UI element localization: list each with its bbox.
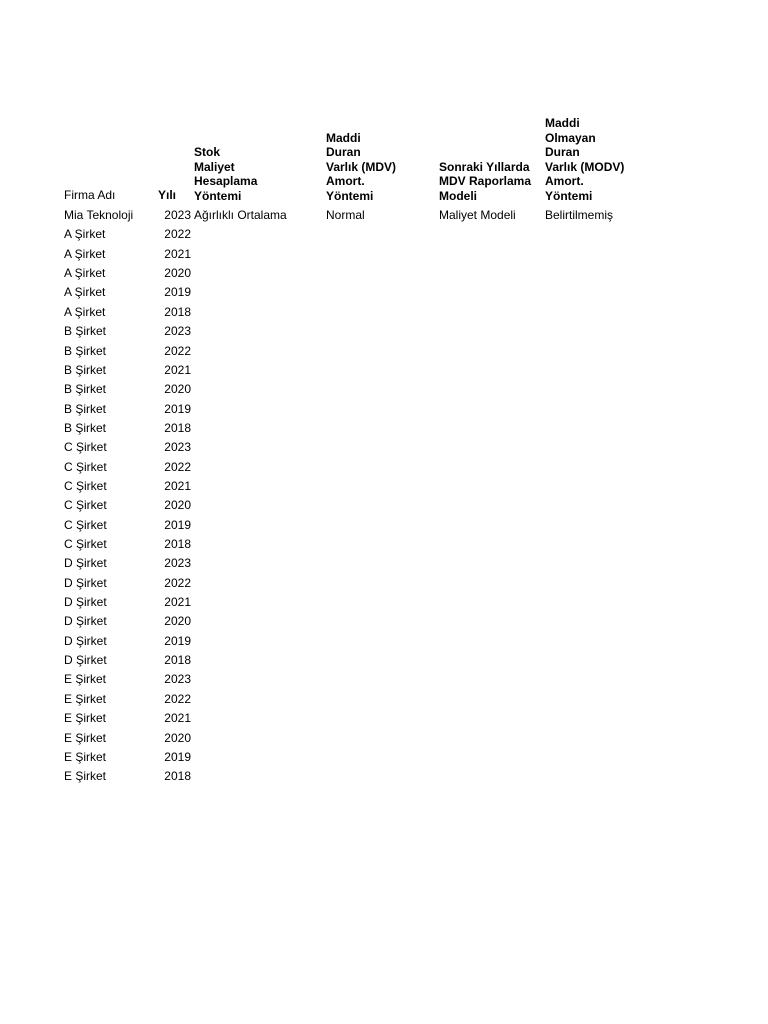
header-yili: Yılı [158,188,177,202]
cell-yili: 2022 [164,691,191,706]
cell-yili: 2018 [164,304,191,319]
header-mdv-amort: Maddi Duran Varlık (MDV) Amort. Yöntemi [326,130,397,203]
cell-yili: 2022 [164,343,191,358]
cell-yili: 2023 [164,208,191,222]
cell-firma-adi: C Şirket [64,440,107,455]
cell-firma-adi: D Şirket [64,575,107,590]
cell-firma-adi: D Şirket [64,653,107,667]
cell-stok-maliyet: Ağırlıklı Ortalama [194,208,287,222]
cell-firma-adi: E Şirket [64,769,107,784]
cell-firma-adi: B Şirket [64,382,107,397]
cell-firma-adi: Mia Teknoloji [64,208,134,222]
cell-firma-adi: A Şirket [64,304,106,319]
cell-modv-amort: Belirtilmemiş [545,208,614,222]
cell-yili: 2022 [164,575,191,590]
cell-yili: 2019 [164,749,191,764]
cell-yili: 2019 [164,285,191,300]
cell-firma-adi: A Şirket [64,227,106,242]
cell-yili: 2019 [164,517,191,532]
cell-mdv-raporlama: Maliyet Modeli [439,208,516,222]
header-modv-amort: Maddi Olmayan Duran Varlık (MODV) Amort. Yöntemi [545,116,625,203]
cell-yili: 2020 [164,614,191,629]
header-stok-maliyet: Stok Maliyet Hesaplama Yöntemi [194,145,258,203]
cell-yili: 2018 [164,653,191,667]
cell-yili: 2021 [164,711,191,726]
cell-yili: 2018 [164,769,191,784]
cell-yili: 2023 [164,556,191,571]
cell-yili: 2018 [164,537,191,551]
cell-firma-adi: C Şirket [64,478,107,493]
cell-yili: 2023 [164,672,191,687]
cell-firma-adi: B Şirket [64,343,107,358]
cell-yili: 2021 [164,362,191,377]
cell-yili: 2018 [164,420,191,435]
cell-firma-adi: A Şirket [64,246,106,261]
cell-firma-adi: E Şirket [64,730,107,745]
cell-mdv-amort: Normal [326,208,365,222]
cell-firma-adi: E Şirket [64,749,107,764]
cell-firma-adi: D Şirket [64,614,107,629]
cell-firma-adi: C Şirket [64,517,107,532]
header-mdv-raporlama: Sonraki Yıllarda MDV Raporlama Modeli [439,159,532,203]
cell-yili: 2020 [164,382,191,397]
cell-yili: 2020 [164,266,191,281]
cell-yili: 2021 [164,595,191,609]
cell-firma-adi: B Şirket [64,362,107,377]
cell-firma-adi: D Şirket [64,633,107,648]
cell-firma-adi: C Şirket [64,537,107,551]
cell-firma-adi: A Şirket [64,285,106,300]
cell-firma-adi: A Şirket [64,266,106,281]
cell-firma-adi: E Şirket [64,672,107,687]
cell-firma-adi: D Şirket [64,556,107,571]
cell-firma-adi: C Şirket [64,459,107,474]
cell-firma-adi: D Şirket [64,595,107,609]
cell-yili: 2020 [164,498,191,513]
cell-yili: 2022 [164,459,191,474]
cell-firma-adi: E Şirket [64,711,107,726]
cell-yili: 2022 [164,227,191,242]
cell-yili: 2023 [164,324,191,339]
header-firma-adi: Firma Adı [64,188,116,202]
cell-yili: 2021 [164,478,191,493]
cell-firma-adi: B Şirket [64,401,107,416]
cell-yili: 2020 [164,730,191,745]
cell-firma-adi: C Şirket [64,498,107,513]
cell-firma-adi: B Şirket [64,420,107,435]
cell-firma-adi: E Şirket [64,691,107,706]
cell-yili: 2019 [164,401,191,416]
cell-yili: 2023 [164,440,191,455]
cell-firma-adi: B Şirket [64,324,107,339]
cell-yili: 2021 [164,246,191,261]
cell-yili: 2019 [164,633,191,648]
